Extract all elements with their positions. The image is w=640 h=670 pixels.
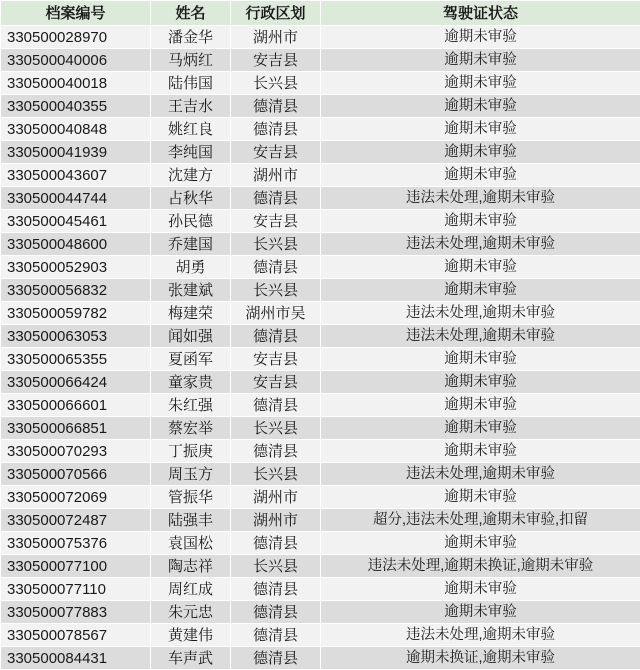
cell-region: 湖州市 <box>231 509 321 532</box>
cell-region: 德清县 <box>231 394 321 417</box>
cell-file-number: 330500066601 <box>1 394 151 417</box>
cell-license-status: 违法未处理,逾期未审验 <box>321 187 640 210</box>
table-row <box>1 601 640 624</box>
cell-file-number: 330500059782 <box>1 302 151 325</box>
cell-name: 车声武 <box>151 647 231 670</box>
cell-region: 安吉县 <box>231 210 321 233</box>
cell-license-status: 逾期未审验 <box>321 601 640 624</box>
cell-license-status: 逾期未换证,逾期未审验 <box>321 647 640 670</box>
table-row <box>1 141 640 164</box>
cell-name: 陶志祥 <box>151 555 231 578</box>
cell-region: 湖州市 <box>231 486 321 509</box>
cell-region: 德清县 <box>231 601 321 624</box>
cell-region: 长兴县 <box>231 233 321 256</box>
cell-region: 长兴县 <box>231 279 321 302</box>
cell-region: 德清县 <box>231 578 321 601</box>
cell-region: 德清县 <box>231 647 321 670</box>
cell-region: 德清县 <box>231 440 321 463</box>
cell-name: 朱元忠 <box>151 601 231 624</box>
cell-name: 胡勇 <box>151 256 231 279</box>
cell-file-number: 330500070293 <box>1 440 151 463</box>
table-row <box>1 95 640 118</box>
cell-license-status: 违法未处理,逾期未审验 <box>321 302 640 325</box>
cell-file-number: 330500072487 <box>1 509 151 532</box>
table-row <box>1 463 640 486</box>
cell-region: 长兴县 <box>231 463 321 486</box>
cell-file-number: 330500072069 <box>1 486 151 509</box>
cell-name: 蔡宏举 <box>151 417 231 440</box>
cell-license-status: 逾期未审验 <box>321 348 640 371</box>
table-header <box>1 1 640 26</box>
cell-name: 童家贵 <box>151 371 231 394</box>
cell-file-number: 330500075376 <box>1 532 151 555</box>
cell-license-status: 违法未处理,逾期未审验 <box>321 233 640 256</box>
cell-name: 李纯国 <box>151 141 231 164</box>
cell-name: 夏函军 <box>151 348 231 371</box>
table-row <box>1 555 640 578</box>
cell-license-status: 逾期未审验 <box>321 371 640 394</box>
cell-license-status: 逾期未审验 <box>321 440 640 463</box>
cell-license-status: 逾期未审验 <box>321 26 640 49</box>
table-row <box>1 486 640 509</box>
table-row <box>1 647 640 670</box>
cell-region: 长兴县 <box>231 555 321 578</box>
cell-name: 丁振庚 <box>151 440 231 463</box>
cell-file-number: 330500048600 <box>1 233 151 256</box>
cell-file-number: 330500056832 <box>1 279 151 302</box>
cell-file-number: 330500028970 <box>1 26 151 49</box>
cell-file-number: 330500078567 <box>1 624 151 647</box>
cell-name: 周玉方 <box>151 463 231 486</box>
cell-region: 德清县 <box>231 532 321 555</box>
cell-name: 朱红强 <box>151 394 231 417</box>
cell-license-status: 逾期未审验 <box>321 578 640 601</box>
cell-region: 安吉县 <box>231 141 321 164</box>
cell-file-number: 330500040355 <box>1 95 151 118</box>
table-row <box>1 348 640 371</box>
cell-license-status: 违法未处理,逾期未审验 <box>321 325 640 348</box>
table-row <box>1 233 640 256</box>
column-header-name: 姓名 <box>151 1 231 26</box>
cell-license-status: 逾期未审验 <box>321 95 640 118</box>
column-header-region: 行政区划 <box>231 1 321 26</box>
table-row <box>1 279 640 302</box>
cell-name: 张建斌 <box>151 279 231 302</box>
cell-region: 湖州市 <box>231 26 321 49</box>
cell-region: 湖州市吴 <box>231 302 321 325</box>
cell-file-number: 330500043607 <box>1 164 151 187</box>
cell-region: 德清县 <box>231 256 321 279</box>
cell-region: 长兴县 <box>231 417 321 440</box>
cell-license-status: 超分,违法未处理,逾期未审验,扣留 <box>321 509 640 532</box>
table-row <box>1 164 640 187</box>
cell-name: 周红成 <box>151 578 231 601</box>
cell-name: 黄建伟 <box>151 624 231 647</box>
cell-license-status: 逾期未审验 <box>321 417 640 440</box>
cell-file-number: 330500070566 <box>1 463 151 486</box>
cell-name: 占秋华 <box>151 187 231 210</box>
cell-license-status: 逾期未审验 <box>321 394 640 417</box>
cell-name: 乔建国 <box>151 233 231 256</box>
cell-region: 德清县 <box>231 187 321 210</box>
cell-file-number: 330500063053 <box>1 325 151 348</box>
table-row <box>1 394 640 417</box>
cell-region: 德清县 <box>231 624 321 647</box>
cell-license-status: 逾期未审验 <box>321 72 640 95</box>
table-row <box>1 49 640 72</box>
table-row <box>1 417 640 440</box>
cell-license-status: 逾期未审验 <box>321 256 640 279</box>
cell-file-number: 330500040848 <box>1 118 151 141</box>
cell-license-status: 逾期未审验 <box>321 532 640 555</box>
cell-license-status: 逾期未审验 <box>321 210 640 233</box>
cell-license-status: 逾期未审验 <box>321 486 640 509</box>
table-row <box>1 578 640 601</box>
cell-license-status: 逾期未审验 <box>321 141 640 164</box>
cell-name: 梅建荣 <box>151 302 231 325</box>
cell-region: 德清县 <box>231 95 321 118</box>
table-row <box>1 532 640 555</box>
cell-file-number: 330500044744 <box>1 187 151 210</box>
cell-file-number: 330500065355 <box>1 348 151 371</box>
column-header-file-number: 档案编号 <box>1 1 151 26</box>
cell-region: 长兴县 <box>231 72 321 95</box>
cell-file-number: 330500040018 <box>1 72 151 95</box>
cell-region: 德清县 <box>231 325 321 348</box>
cell-license-status: 违法未处理,逾期未审验 <box>321 624 640 647</box>
cell-name: 潘金华 <box>151 26 231 49</box>
cell-license-status: 逾期未审验 <box>321 118 640 141</box>
cell-name: 马炳红 <box>151 49 231 72</box>
cell-region: 安吉县 <box>231 49 321 72</box>
cell-license-status: 逾期未审验 <box>321 164 640 187</box>
cell-file-number: 330500066424 <box>1 371 151 394</box>
cell-license-status: 违法未处理,逾期未审验 <box>321 463 640 486</box>
cell-name: 陆强丰 <box>151 509 231 532</box>
cell-file-number: 330500040006 <box>1 49 151 72</box>
cell-name: 姚红良 <box>151 118 231 141</box>
table-row <box>1 118 640 141</box>
cell-name: 沈建方 <box>151 164 231 187</box>
table-row <box>1 210 640 233</box>
cell-file-number: 330500066851 <box>1 417 151 440</box>
cell-name: 闻如强 <box>151 325 231 348</box>
table-row <box>1 26 640 49</box>
cell-file-number: 330500077110 <box>1 578 151 601</box>
cell-region: 湖州市 <box>231 164 321 187</box>
cell-name: 孙民德 <box>151 210 231 233</box>
cell-file-number: 330500041939 <box>1 141 151 164</box>
table-row <box>1 187 640 210</box>
table-header-row <box>1 1 640 26</box>
table-row <box>1 371 640 394</box>
table-row <box>1 72 640 95</box>
cell-file-number: 330500077883 <box>1 601 151 624</box>
table-row <box>1 624 640 647</box>
table-body <box>1 26 640 670</box>
cell-region: 安吉县 <box>231 348 321 371</box>
cell-file-number: 330500084431 <box>1 647 151 670</box>
cell-name: 王吉水 <box>151 95 231 118</box>
table-row <box>1 302 640 325</box>
table-row <box>1 325 640 348</box>
column-header-license-status: 驾驶证状态 <box>321 1 640 26</box>
cell-name: 管振华 <box>151 486 231 509</box>
table-row <box>1 509 640 532</box>
cell-name: 陆伟国 <box>151 72 231 95</box>
cell-name: 袁国松 <box>151 532 231 555</box>
table-row <box>1 256 640 279</box>
cell-license-status: 违法未处理,逾期未换证,逾期未审验 <box>321 555 640 578</box>
cell-region: 德清县 <box>231 118 321 141</box>
cell-file-number: 330500052903 <box>1 256 151 279</box>
cell-region: 安吉县 <box>231 371 321 394</box>
cell-file-number: 330500077100 <box>1 555 151 578</box>
table-row <box>1 440 640 463</box>
cell-license-status: 逾期未审验 <box>321 49 640 72</box>
cell-license-status: 逾期未审验 <box>321 279 640 302</box>
cell-file-number: 330500045461 <box>1 210 151 233</box>
